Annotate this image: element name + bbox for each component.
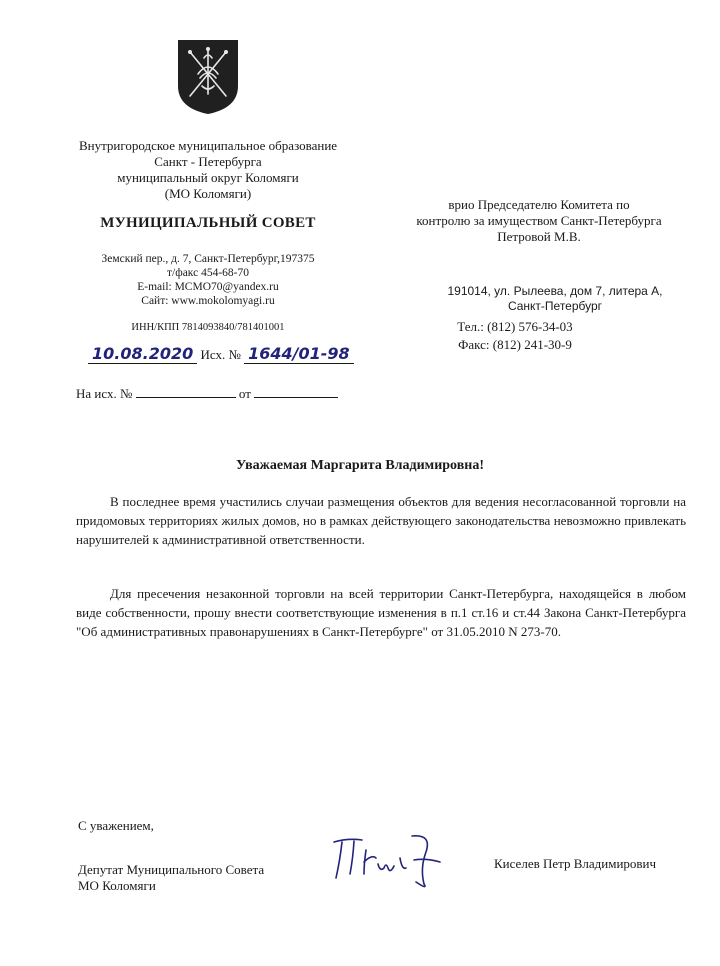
signer-role-line: Депутат Муниципального Совета	[78, 862, 265, 877]
recipient-phones	[400, 318, 630, 354]
signer-role-line: МО Коломяги	[78, 878, 156, 893]
reply-date-blank	[254, 385, 338, 398]
org-line: Санкт - Петербурга	[154, 154, 262, 169]
letter-greeting: Уважаемая Маргарита Владимировна!	[236, 458, 484, 473]
recipient-fax: Факс: (812) 241-30-9	[458, 337, 572, 352]
sender-email: E-mail: MCMO70@yandex.ru	[137, 281, 279, 293]
outgoing-date: 10.08.2020	[88, 344, 197, 364]
reply-reference	[76, 385, 338, 402]
sender-inn: ИНН/КПП 7814093840/781401001	[131, 322, 285, 333]
handwritten-signature	[328, 828, 448, 890]
recipient-address-line: 191014, ул. Рылеева, дом 7, литера А,	[447, 284, 663, 298]
sender-address: Земский пер., д. 7, Санкт-Петербург,197375	[101, 253, 315, 265]
outgoing-reference	[88, 344, 354, 364]
reply-number-blank	[136, 385, 236, 398]
recipient-phone: Тел.: (812) 576-34-03	[457, 319, 573, 334]
reply-from-label: от	[238, 386, 251, 401]
recipient-block	[384, 197, 694, 245]
org-line: (МО Коломяги)	[164, 186, 252, 201]
recipient-address-line: Санкт-Петербург	[507, 299, 603, 313]
recipient-address	[400, 284, 710, 314]
letter-paragraph: Для пресечения незаконной торговли на всей территории Санкт-Петербурга, находящейся в любом виде собственности, прошу внести соответствующие изменения в п.1 ст.16 и ст.44 Закона Санкт-Петербурга "Об административных правонарушениях в Санкт-Петербурге" от 31.05.2010 N 273-70.	[76, 586, 686, 639]
recipient-line: врио Председателю Комитета по	[448, 197, 630, 212]
signer-name: Киселев Петр Владимирович	[494, 856, 657, 871]
signer-role	[78, 862, 264, 894]
coat-of-arms-icon	[176, 38, 240, 116]
recipient-line: Петровой М.В.	[497, 229, 581, 244]
reply-number-label: На исх. №	[76, 386, 133, 401]
org-line: муниципальный округ Коломяги	[117, 170, 299, 185]
sender-phone-fax: т/факс 454-68-70	[167, 267, 249, 279]
recipient-line: контролю за имуществом Санкт-Петербурга	[416, 213, 662, 228]
sender-organization	[40, 138, 376, 202]
letter-paragraph: В последнее время участились случаи размещения объектов для ведения несогласованной торговли на придомовых территориях жилых домов, но в рамках действующего законодательства невозможно привлекать нарушителей к административной ответственности.	[76, 494, 686, 547]
closing-regards: С уважением,	[78, 818, 154, 833]
org-line: Внутригородское муниципальное образование	[78, 138, 338, 153]
sender-site: Сайт: www.mokolomyagi.ru	[141, 295, 275, 307]
outgoing-number: 1644/01-98	[244, 344, 354, 364]
council-title: МУНИЦИПАЛЬНЫЙ СОВЕТ	[100, 215, 316, 231]
outgoing-number-label: Исх. №	[200, 347, 241, 362]
sender-contacts	[40, 252, 376, 308]
